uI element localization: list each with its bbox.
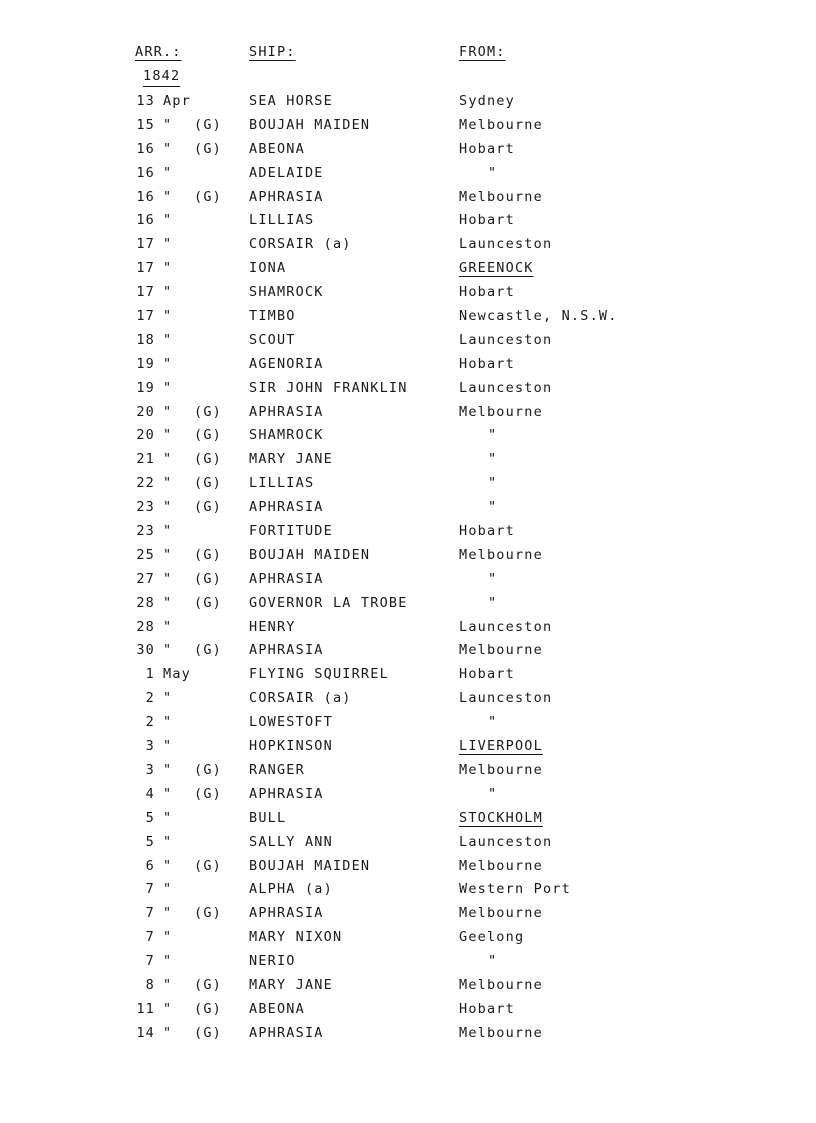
- origin-port: Western Port: [459, 881, 571, 898]
- table-row: [0, 498, 816, 522]
- origin-port: Hobart: [459, 284, 515, 301]
- arrival-day: 17: [136, 236, 155, 253]
- arrival-month: ": [163, 594, 173, 611]
- arrival-day: 7: [145, 905, 155, 922]
- ship-name: BOUJAH MAIDEN: [249, 116, 371, 133]
- origin-port: ": [488, 594, 498, 611]
- g-marker: (G): [194, 857, 222, 874]
- arrival-month: ": [163, 523, 173, 540]
- arrival-day: 5: [145, 809, 155, 826]
- ship-name: CORSAIR (a): [249, 236, 352, 253]
- origin-port: STOCKHOLM: [459, 809, 543, 826]
- g-marker: (G): [194, 451, 222, 468]
- origin-port: Hobart: [459, 1000, 515, 1017]
- arrival-month: ": [163, 451, 173, 468]
- origin-port: Hobart: [459, 355, 515, 372]
- origin-port: LIVERPOOL: [459, 738, 543, 755]
- g-marker: (G): [194, 1000, 222, 1017]
- ship-name: SHAMROCK: [249, 427, 324, 444]
- g-marker: (G): [194, 427, 222, 444]
- arrival-month: ": [163, 714, 173, 731]
- table-row: [0, 140, 816, 164]
- arrival-month: ": [163, 236, 173, 253]
- ship-name: AGENORIA: [249, 355, 324, 372]
- table-row: [0, 809, 816, 833]
- table-row: [0, 641, 816, 665]
- arrival-month: ": [163, 308, 173, 325]
- table-row: [0, 307, 816, 331]
- table-row: [0, 450, 816, 474]
- origin-port: Hobart: [459, 140, 515, 157]
- ship-name: ALPHA (a): [249, 881, 333, 898]
- g-marker: (G): [194, 116, 222, 133]
- arrival-month: ": [163, 475, 173, 492]
- arrival-month: ": [163, 140, 173, 157]
- arrival-month: ": [163, 976, 173, 993]
- table-row: [0, 474, 816, 498]
- table-row: [0, 833, 816, 857]
- arrival-month: ": [163, 260, 173, 277]
- arrival-day: 22: [136, 475, 155, 492]
- table-row: [0, 522, 816, 546]
- arrival-month: ": [163, 761, 173, 778]
- arrival-month: ": [163, 427, 173, 444]
- g-marker: (G): [194, 499, 222, 516]
- ship-name: SIR JOHN FRANKLIN: [249, 379, 408, 396]
- table-row: [0, 737, 816, 761]
- table-row: [0, 235, 816, 259]
- origin-port: ": [488, 953, 498, 970]
- ship-name: APHRASIA: [249, 1024, 324, 1041]
- table-row: [0, 904, 816, 928]
- arrival-day: 19: [136, 379, 155, 396]
- ship-name: HENRY: [249, 618, 296, 635]
- ship-name: LILLIAS: [249, 212, 315, 229]
- ship-name: LILLIAS: [249, 475, 315, 492]
- origin-port: Sydney: [459, 93, 515, 109]
- origin-port: Melbourne: [459, 905, 543, 922]
- origin-port: ": [488, 785, 498, 802]
- arrival-day: 28: [136, 618, 155, 635]
- ship-name: ABEONA: [249, 1000, 305, 1017]
- ship-name: APHRASIA: [249, 785, 324, 802]
- origin-port: ": [488, 427, 498, 444]
- arrival-day: 16: [136, 188, 155, 205]
- ship-name: GOVERNOR LA TROBE: [249, 594, 408, 611]
- arrival-day: 16: [136, 212, 155, 229]
- table-row: [0, 331, 816, 355]
- origin-port: Melbourne: [459, 857, 543, 874]
- column-header-ship: SHIP:: [249, 44, 296, 60]
- arrival-day: 17: [136, 260, 155, 277]
- arrival-month: ": [163, 785, 173, 802]
- g-marker: (G): [194, 594, 222, 611]
- origin-port: Hobart: [459, 666, 515, 683]
- table-row: [0, 713, 816, 737]
- arrival-month: ": [163, 833, 173, 850]
- ship-name: BULL: [249, 809, 287, 826]
- ship-name: NERIO: [249, 953, 296, 970]
- ship-name: MARY JANE: [249, 976, 333, 993]
- g-marker: (G): [194, 642, 222, 659]
- origin-port: Melbourne: [459, 546, 543, 563]
- origin-port: Launceston: [459, 379, 553, 396]
- g-marker: (G): [194, 905, 222, 922]
- table-row: [0, 665, 816, 689]
- arrivals-list: [0, 92, 816, 1048]
- arrival-day: 7: [145, 929, 155, 946]
- table-row: [0, 618, 816, 642]
- arrival-day: 3: [145, 761, 155, 778]
- arrival-month: ": [163, 1000, 173, 1017]
- arrival-day: 25: [136, 546, 155, 563]
- origin-port: Hobart: [459, 212, 515, 229]
- table-row: [0, 880, 816, 904]
- column-header-arrival: ARR.:: [135, 44, 182, 60]
- g-marker: (G): [194, 976, 222, 993]
- arrival-day: 15: [136, 116, 155, 133]
- ship-name: MARY NIXON: [249, 929, 343, 946]
- origin-port: Launceston: [459, 833, 553, 850]
- column-header-from: FROM:: [459, 44, 506, 60]
- origin-port: ": [488, 499, 498, 516]
- origin-port: Launceston: [459, 618, 553, 635]
- arrival-day: 11: [136, 1000, 155, 1017]
- origin-port: Launceston: [459, 690, 553, 707]
- origin-port: ": [488, 714, 498, 731]
- arrival-month: ": [163, 809, 173, 826]
- origin-port: Melbourne: [459, 642, 543, 659]
- table-row: [0, 1024, 816, 1048]
- table-row: [0, 546, 816, 570]
- origin-port: Geelong: [459, 929, 525, 946]
- arrival-month: ": [163, 116, 173, 133]
- ship-name: APHRASIA: [249, 499, 324, 516]
- ship-name: APHRASIA: [249, 905, 324, 922]
- origin-port: ": [488, 164, 498, 181]
- ship-name: HOPKINSON: [249, 738, 333, 755]
- ship-name: SEA HORSE: [249, 93, 333, 109]
- arrival-month: ": [163, 642, 173, 659]
- g-marker: (G): [194, 761, 222, 778]
- arrival-day: 2: [145, 714, 155, 731]
- arrival-day: 18: [136, 331, 155, 348]
- origin-port: Melbourne: [459, 1024, 543, 1041]
- arrival-month: ": [163, 857, 173, 874]
- ship-name: LOWESTOFT: [249, 714, 333, 731]
- arrival-day: 1: [145, 666, 155, 683]
- arrival-day: 8: [145, 976, 155, 993]
- arrival-day: 16: [136, 164, 155, 181]
- arrival-day: 23: [136, 523, 155, 540]
- origin-port: Melbourne: [459, 403, 543, 420]
- origin-port: Newcastle, N.S.W.: [459, 308, 618, 325]
- table-row: [0, 928, 816, 952]
- ship-name: ADELAIDE: [249, 164, 324, 181]
- arrival-month: ": [163, 212, 173, 229]
- ship-name: FLYING SQUIRREL: [249, 666, 389, 683]
- g-marker: (G): [194, 403, 222, 420]
- g-marker: (G): [194, 188, 222, 205]
- table-row: [0, 211, 816, 235]
- ship-name: MARY JANE: [249, 451, 333, 468]
- table-row: [0, 403, 816, 427]
- arrival-day: 13: [136, 93, 155, 109]
- table-row: [0, 283, 816, 307]
- table-row: [0, 164, 816, 188]
- table-row: [0, 785, 816, 809]
- origin-port: ": [488, 451, 498, 468]
- ship-name: CORSAIR (a): [249, 690, 352, 707]
- g-marker: (G): [194, 546, 222, 563]
- arrival-month: ": [163, 881, 173, 898]
- ship-name: RANGER: [249, 761, 305, 778]
- arrival-month: ": [163, 379, 173, 396]
- g-marker: (G): [194, 475, 222, 492]
- table-row: [0, 761, 816, 785]
- arrival-month: ": [163, 570, 173, 587]
- table-row: [0, 570, 816, 594]
- arrival-day: 23: [136, 499, 155, 516]
- arrival-month: ": [163, 738, 173, 755]
- table-row: [0, 976, 816, 1000]
- arrival-month: ": [163, 618, 173, 635]
- origin-port: Melbourne: [459, 761, 543, 778]
- table-row: [0, 857, 816, 881]
- arrival-month: ": [163, 355, 173, 372]
- table-row: [0, 594, 816, 618]
- arrival-day: 5: [145, 833, 155, 850]
- arrival-month: Apr: [163, 93, 191, 109]
- ship-name: SHAMROCK: [249, 284, 324, 301]
- table-row: [0, 1000, 816, 1024]
- arrival-month: ": [163, 546, 173, 563]
- arrival-day: 7: [145, 953, 155, 970]
- arrival-day: 28: [136, 594, 155, 611]
- arrival-day: 21: [136, 451, 155, 468]
- ship-name: IONA: [249, 260, 287, 277]
- table-row: [0, 426, 816, 450]
- arrival-day: 17: [136, 308, 155, 325]
- origin-port: Melbourne: [459, 188, 543, 205]
- arrival-day: 30: [136, 642, 155, 659]
- g-marker: (G): [194, 140, 222, 157]
- g-marker: (G): [194, 785, 222, 802]
- table-row: [0, 355, 816, 379]
- ship-name: APHRASIA: [249, 570, 324, 587]
- origin-port: Melbourne: [459, 116, 543, 133]
- origin-port: Melbourne: [459, 976, 543, 993]
- arrival-month: ": [163, 1024, 173, 1041]
- arrival-month: ": [163, 331, 173, 348]
- arrival-month: ": [163, 929, 173, 946]
- ship-name: APHRASIA: [249, 642, 324, 659]
- ship-name: SCOUT: [249, 331, 296, 348]
- arrival-month: May: [163, 666, 191, 683]
- ship-name: FORTITUDE: [249, 523, 333, 540]
- arrival-day: 2: [145, 690, 155, 707]
- origin-port: Launceston: [459, 331, 553, 348]
- arrival-month: ": [163, 403, 173, 420]
- table-row: [0, 188, 816, 212]
- arrival-month: ": [163, 499, 173, 516]
- arrival-day: 4: [145, 785, 155, 802]
- origin-port: Launceston: [459, 236, 553, 253]
- ship-name: APHRASIA: [249, 188, 324, 205]
- table-row: [0, 689, 816, 713]
- table-row: [0, 379, 816, 403]
- ship-name: SALLY ANN: [249, 833, 333, 850]
- arrival-day: 3: [145, 738, 155, 755]
- table-row: [0, 116, 816, 140]
- origin-port: ": [488, 570, 498, 587]
- table-row: [0, 952, 816, 976]
- arrival-month: ": [163, 905, 173, 922]
- arrival-month: ": [163, 164, 173, 181]
- origin-port: Hobart: [459, 523, 515, 540]
- origin-port: ": [488, 475, 498, 492]
- arrival-day: 7: [145, 881, 155, 898]
- arrival-day: 14: [136, 1024, 155, 1041]
- arrival-day: 16: [136, 140, 155, 157]
- arrival-month: ": [163, 284, 173, 301]
- arrival-day: 27: [136, 570, 155, 587]
- ship-name: ABEONA: [249, 140, 305, 157]
- year-label: 1842: [143, 68, 181, 84]
- g-marker: (G): [194, 1024, 222, 1041]
- origin-port: GREENOCK: [459, 260, 534, 277]
- ship-name: APHRASIA: [249, 403, 324, 420]
- arrival-month: ": [163, 690, 173, 707]
- table-row: [0, 92, 816, 116]
- arrival-day: 6: [145, 857, 155, 874]
- g-marker: (G): [194, 570, 222, 587]
- arrival-month: ": [163, 188, 173, 205]
- arrival-day: 20: [136, 427, 155, 444]
- arrival-day: 17: [136, 284, 155, 301]
- arrival-month: ": [163, 953, 173, 970]
- ship-name: BOUJAH MAIDEN: [249, 546, 371, 563]
- table-row: [0, 259, 816, 283]
- ship-name: BOUJAH MAIDEN: [249, 857, 371, 874]
- ship-name: TIMBO: [249, 308, 296, 325]
- arrival-day: 20: [136, 403, 155, 420]
- arrival-day: 19: [136, 355, 155, 372]
